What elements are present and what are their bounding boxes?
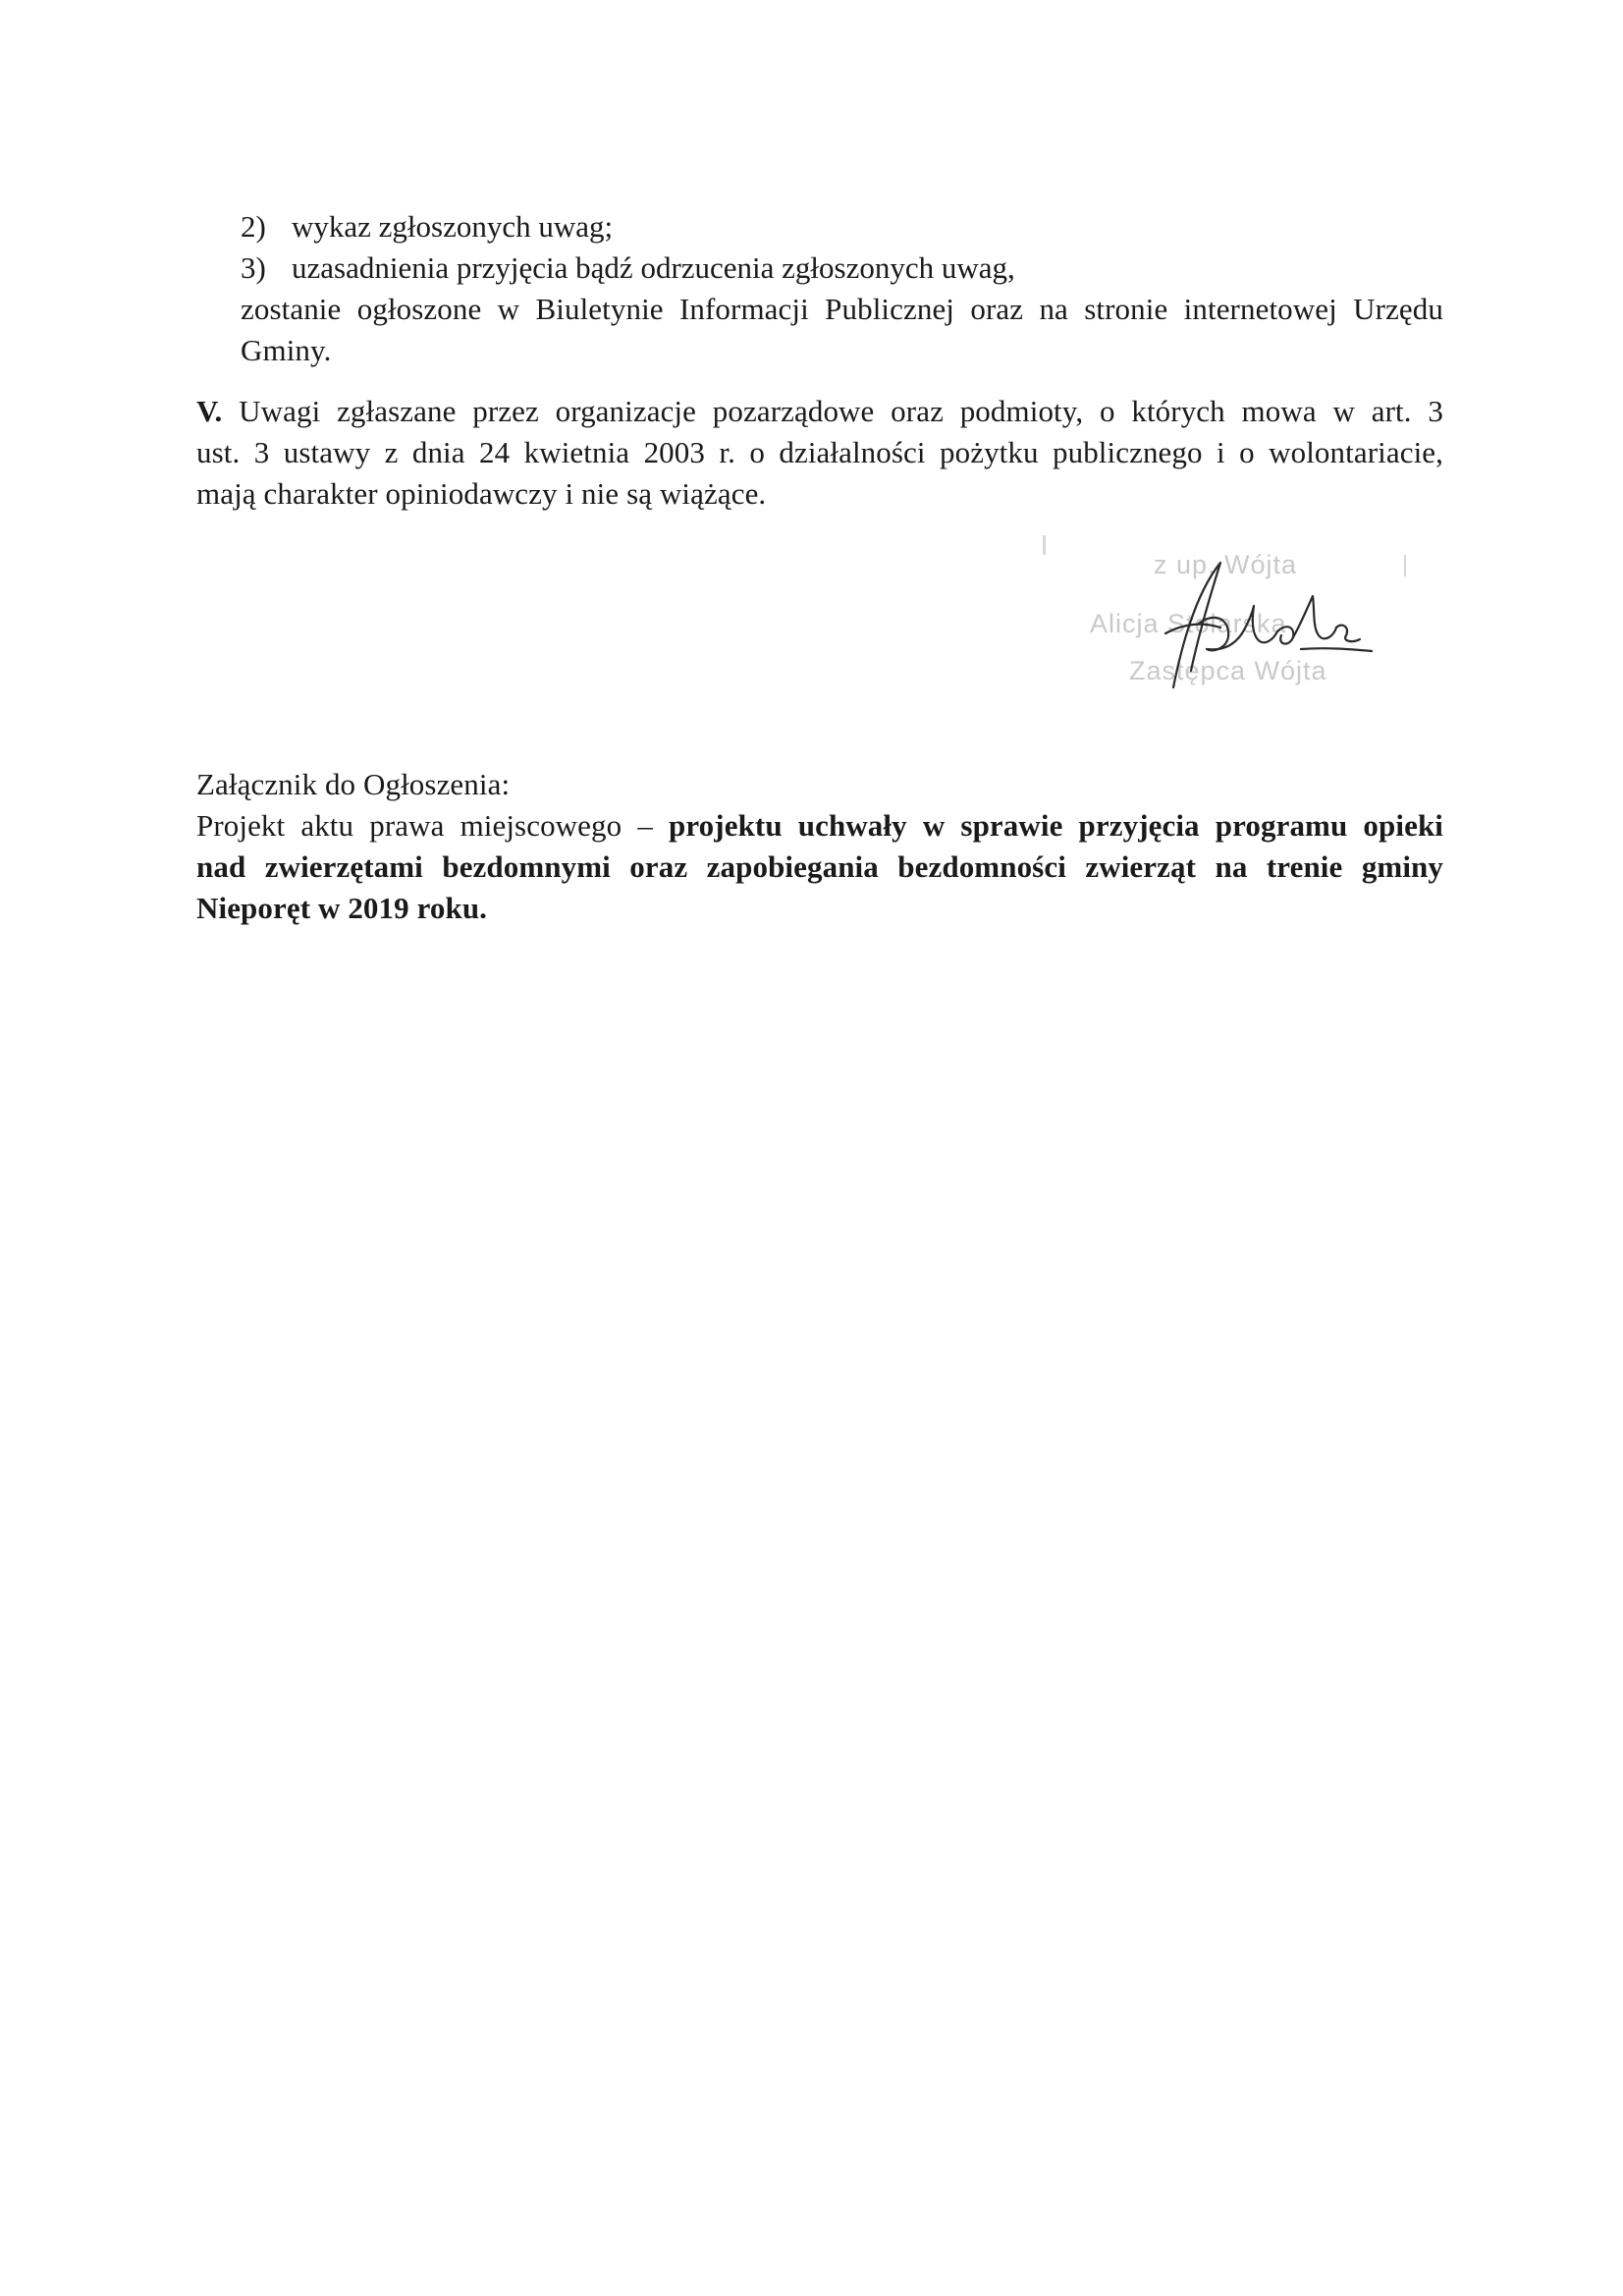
attachment-line <box>196 847 1443 888</box>
attachment-title: projektu uchwały w sprawie przyjęcia programu opieki <box>669 808 1443 843</box>
scan-mark <box>1043 535 1046 555</box>
stamp-line: Alicja Stolarska <box>1090 609 1287 638</box>
section-v-text: Uwagi zgłaszane przez organizacje pozarządowe oraz podmioty, o których mowa w art. 3 <box>239 394 1443 428</box>
section-v-line <box>196 391 1443 432</box>
attachment-title: Nieporęt w 2019 roku. <box>196 891 488 925</box>
list-item <box>241 247 1015 289</box>
continuation-paragraph <box>241 289 1443 371</box>
attachment-section <box>196 764 1443 929</box>
stamp-line: Zastępca Wójta <box>1129 656 1327 685</box>
scan-mark <box>1404 555 1406 576</box>
list-item-text: wykaz zgłoszonych uwag; <box>292 209 614 244</box>
list-item-text: uzasadnienia przyjęcia bądź odrzucenia zgłoszonych uwag, <box>292 250 1015 285</box>
list-item-number: 2) <box>241 209 266 244</box>
handwritten-signature <box>1105 555 1375 692</box>
attachment-title: nad zwierzętami bezdomnymi oraz zapobiegania bezdomności zwierząt na trenie gminy <box>196 849 1443 884</box>
section-v-line: ust. 3 ustawy z dnia 24 kwietnia 2003 r. o działalności pożytku publicznego i o wolontariacie, <box>196 435 1443 469</box>
attachment-intro: Projekt aktu prawa miejscowego – <box>196 808 670 843</box>
stamp-line: z up. Wójta <box>1154 550 1298 579</box>
continuation-line: Gminy. <box>241 333 332 367</box>
list-item <box>241 206 613 247</box>
section-v-label: V. <box>196 394 223 428</box>
section-v-line: mają charakter opiniodawczy i nie są wiążące. <box>196 476 767 511</box>
attachment-line <box>196 805 1443 847</box>
list-item-number: 3) <box>241 250 266 285</box>
section-v-paragraph <box>196 391 1443 515</box>
attachment-heading: Załącznik do Ogłoszenia: <box>196 767 511 801</box>
attachment-line <box>196 888 1443 929</box>
continuation-line: zostanie ogłoszone w Biuletynie Informacji Publicznej oraz na stronie internetowej Urzędu <box>241 292 1443 326</box>
